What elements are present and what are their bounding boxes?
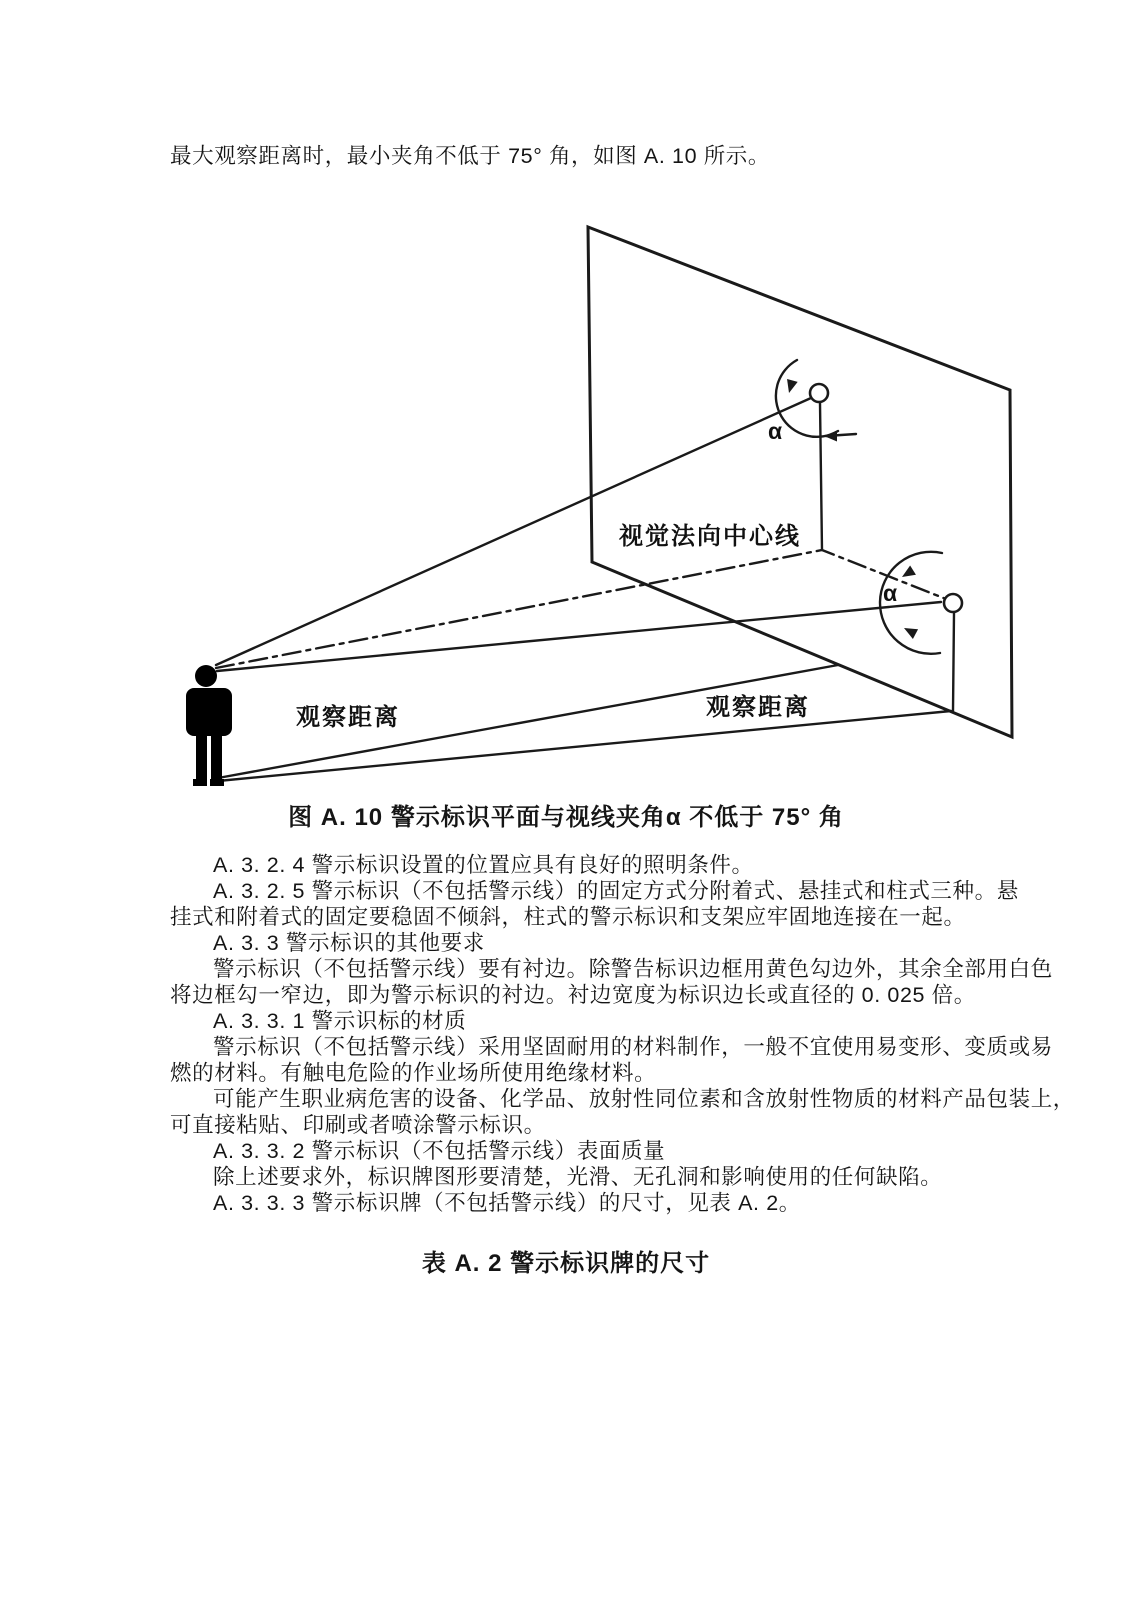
paragraph-a324: A. 3. 2. 4 警示标识设置的位置应具有良好的照明条件。 xyxy=(213,853,754,877)
heading-a332: A. 3. 3. 2 警示标识（不包括警示线）表面质量 xyxy=(213,1139,666,1163)
observer-right-leg xyxy=(211,733,222,783)
heading-a331: A. 3. 3. 1 警示识标的材质 xyxy=(213,1009,467,1033)
observer-left-foot xyxy=(193,779,207,786)
paragraph-a33-line2: 将边框勾一窄边，即为警示标识的衬边。衬边宽度为标识边长或直径的 0. 025 倍。 xyxy=(170,983,976,1007)
observation-distance-label-left: 观察距离 xyxy=(296,704,400,731)
arrowhead-upper-a xyxy=(784,379,798,394)
body-text xyxy=(170,852,1075,1216)
paragraph-a333: A. 3. 3. 3 警示标识牌（不包括警示线）的尺寸，见表 A. 2。 xyxy=(213,1191,801,1215)
arrowhead-right-b xyxy=(901,623,918,639)
paragraph-a331-line3: 可能产生职业病危害的设备、化学品、放射性同位素和含放射性物质的材料产品包装上， xyxy=(213,1087,1075,1111)
alpha-label-right: α xyxy=(883,580,898,606)
paragraph-a331-line2: 燃的材料。有触电危险的作业场所使用绝缘材料。 xyxy=(170,1061,657,1085)
heading-a33: A. 3. 3 警示标识的其他要求 xyxy=(213,931,485,955)
paragraph-a325-line1: A. 3. 2. 5 警示标识（不包括警示线）的固定方式分附着式、悬挂式和柱式三种。悬 xyxy=(213,879,1019,903)
arc-arrowheads xyxy=(784,379,918,639)
observer-left-leg xyxy=(196,733,207,783)
table-a2-caption: 表 A. 2 警示标识牌的尺寸 xyxy=(421,1250,711,1277)
arrowhead-right-a xyxy=(899,565,916,581)
intro-paragraph: 最大观察距离时，最小夹角不低于 75° 角，如图 A. 10 所示。 xyxy=(170,144,771,168)
paragraph-a331-line1: 警示标识（不包括警示线）采用坚固耐用的材料制作，一般不宜使用易变形、变质或易 xyxy=(213,1035,1053,1059)
observation-distance-label-right: 观察距离 xyxy=(706,694,810,721)
observer-right-foot xyxy=(210,779,224,786)
right-sign-drop-line xyxy=(953,613,954,711)
observer-torso xyxy=(186,688,232,736)
right-sign-point xyxy=(944,594,962,612)
upper-sign-point xyxy=(810,384,828,402)
alpha-arc-upper xyxy=(776,360,838,437)
sign-wall-plane xyxy=(588,227,1012,737)
visual-normal-center-line xyxy=(216,550,946,668)
paragraph-a332-line1: 除上述要求外，标识牌图形要清楚，光滑、无孔洞和影响使用的任何缺陷。 xyxy=(213,1165,943,1189)
arrowhead-upper-b xyxy=(824,431,837,442)
paragraph-a325-line2: 挂式和附着式的固定要稳固不倾斜，柱式的警示标识和支架应牢固地连接在一起。 xyxy=(170,905,966,929)
paragraph-a33-line1: 警示标识（不包括警示线）要有衬边。除警告标识边框用黄色勾边外，其余全部用白色 xyxy=(213,957,1053,981)
observer-figure xyxy=(186,665,232,786)
center-line-label: 视觉法向中心线 xyxy=(619,523,801,550)
alpha-label-upper: α xyxy=(768,418,783,444)
figure-caption: 图 A. 10 警示标识平面与视线夹角α 不低于 75° 角 xyxy=(288,804,844,831)
paragraph-a331-line4: 可直接粘贴、印刷或者喷涂警示标识。 xyxy=(170,1113,546,1137)
upper-sign-drop-line xyxy=(820,403,822,550)
observer-head xyxy=(195,665,217,687)
